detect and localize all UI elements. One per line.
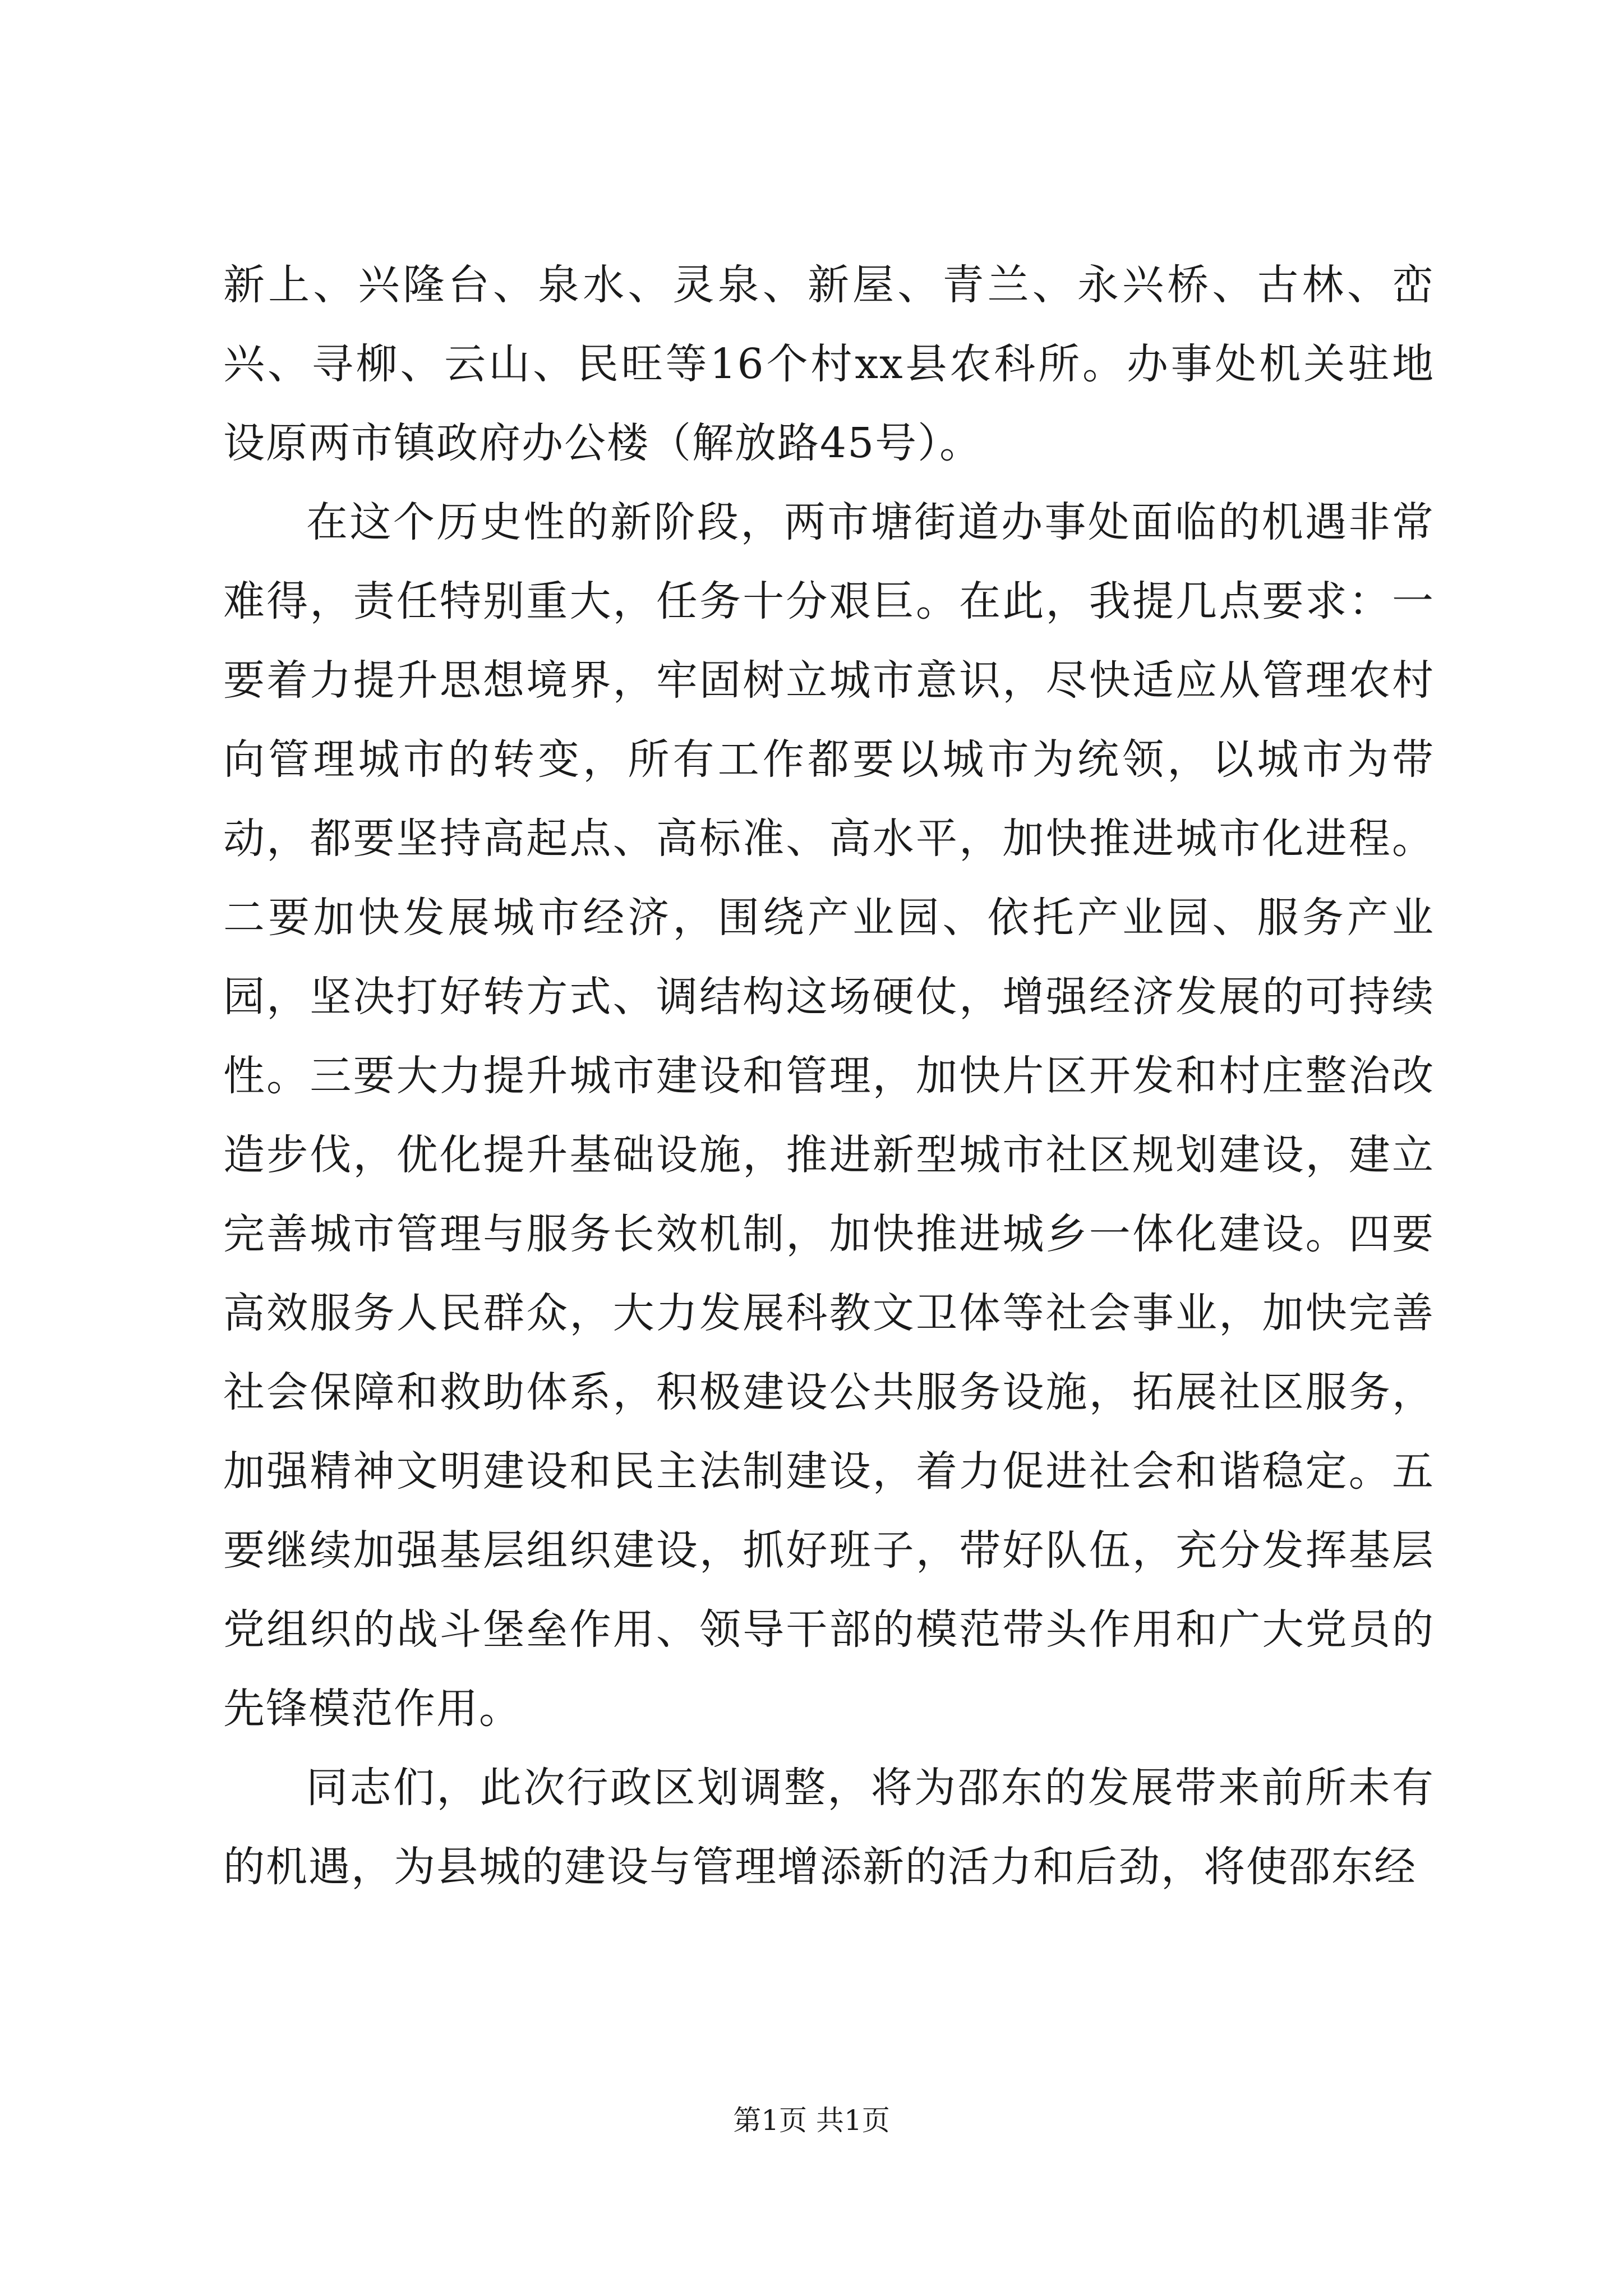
page-footer: 第1页 共1页 [733,2104,890,2137]
paragraph-requirements: 在这个历史性的新阶段，两市塘街道办事处面临的机遇非常难得，责任特别重大，任务十分艰巨。在此，我提几点要求：一要着力提升思想境界，牢固树立城市意识，尽快适应从管理农村向管理城市的转变，所有工作都要以城市为统领，以城市为带动，都要坚持高起点、高标准、高水平，加快推进城市化进程。二要加快发展城市经济，围绕产业园、依托产业园、服务产业园，坚决打好转方式、调结构这场硬仗，增强经济发展的可持续性。三要大力提升城市建设和管理，加快片区开发和村庄整治改造步伐，优化提升基础设施，推进新型城市社区规划建设，建立完善城市管理与服务长效机制，加快推进城乡一体化建设。四要高效服务人民群众，大力发展科教文卫体等社会事业，加快完善社会保障和救助体系，积极建设公共服务设施，拓展社区服务，加强精神文明建设和民主法制建设，着力促进社会和谐稳定。五要继续加强基层组织建设，抓好班子，带好队伍，充分发挥基层党组织的战斗堡垒作用、领导干部的模范带头作用和广大党员的先锋模范作用。 [223,498,1435,1733]
paragraph-closing: 同志们，此次行政区划调整，将为邵东的发展带来前所未有的机遇，为县城的建设与管理增添新的活力和后劲，将使邵东经 [223,1764,1435,1891]
document-body [223,246,1435,1907]
paragraph-continuation: 新上、兴隆台、泉水、灵泉、新屋、青兰、永兴桥、古林、峦兴、寻柳、云山、民旺等16个村xx县农科所。办事处机关驻地设原两市镇政府办公楼（解放路45号）。 [223,261,1435,467]
